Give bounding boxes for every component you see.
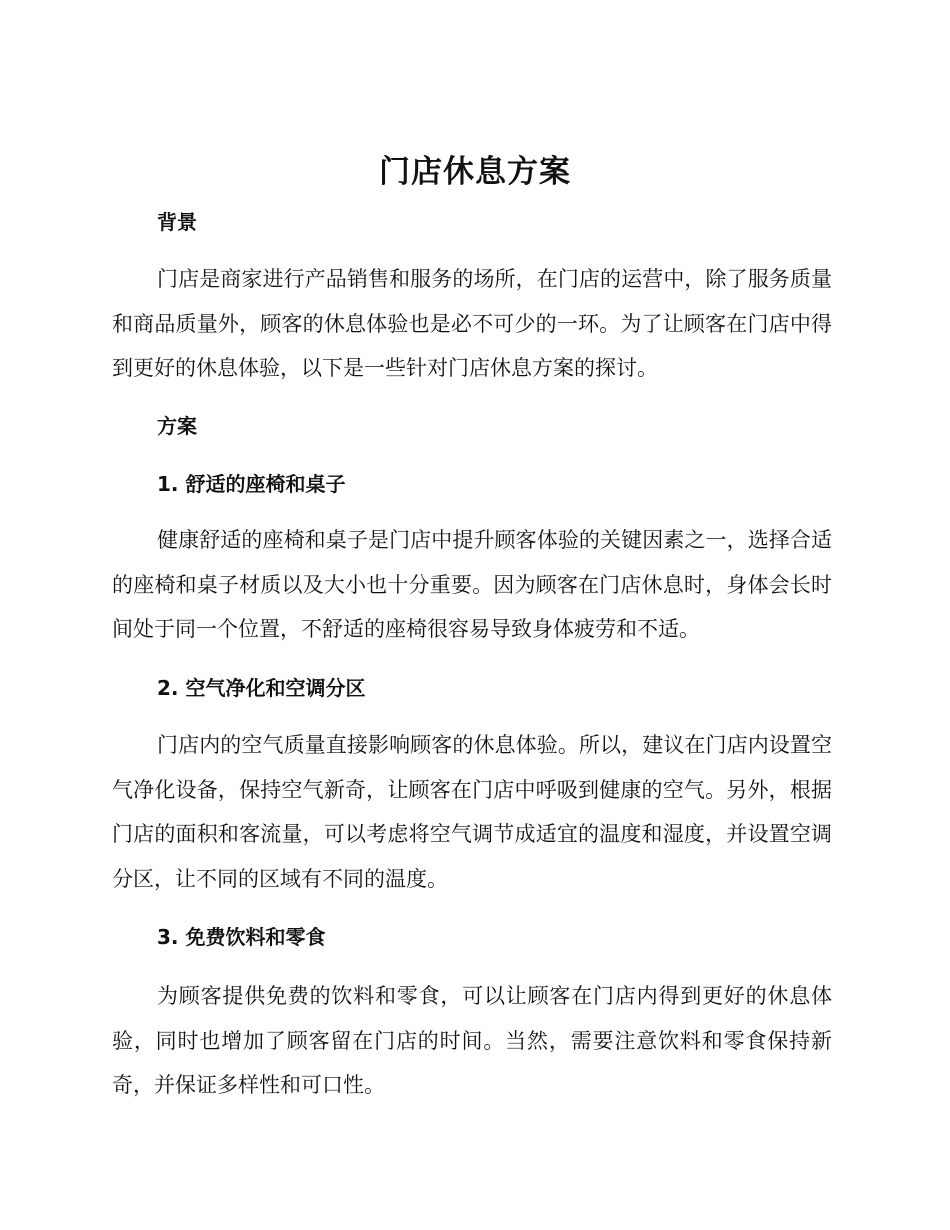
document-title: 门店休息方案 [379, 154, 571, 190]
item3-heading: 3. 免费饮料和零食 [157, 925, 326, 949]
item3-paragraph: 为顾客提供免费的饮料和零食，可以让顾客在门店内得到更好的休息体验，同时也增加了顾客留在门店的时间。当然，需要注意饮料和零食保持新奇，并保证多样性和可口性。 [112, 984, 832, 1097]
section-heading-background: 背景 [157, 210, 197, 234]
item1-paragraph: 健康舒适的座椅和桌子是门店中提升顾客体验的关键因素之一，选择合适的座椅和桌子材质以及大小也十分重要。因为顾客在门店休息时，身体会长时间处于同一个位置，不舒适的座椅很容易导致身体疲劳和不适。 [112, 528, 832, 641]
section-heading-plan: 方案 [157, 414, 197, 438]
item2-heading: 2. 空气净化和空调分区 [157, 676, 366, 700]
background-paragraph: 门店是商家进行产品销售和服务的场所，在门店的运营中，除了服务质量和商品质量外，顾客的休息体验也是必不可少的一环。为了让顾客在门店中得到更好的休息体验，以下是一些针对门店休息方案的探讨。 [112, 267, 832, 380]
item1-heading: 1. 舒适的座椅和桌子 [157, 472, 346, 496]
item2-paragraph: 门店内的空气质量直接影响顾客的休息体验。所以，建议在门店内设置空气净化设备，保持空气新奇，让顾客在门店中呼吸到健康的空气。另外，根据门店的面积和客流量，可以考虑将空气调节成适宜的温度和湿度，并设置空调分区，让不同的区域有不同的温度。 [112, 733, 832, 891]
